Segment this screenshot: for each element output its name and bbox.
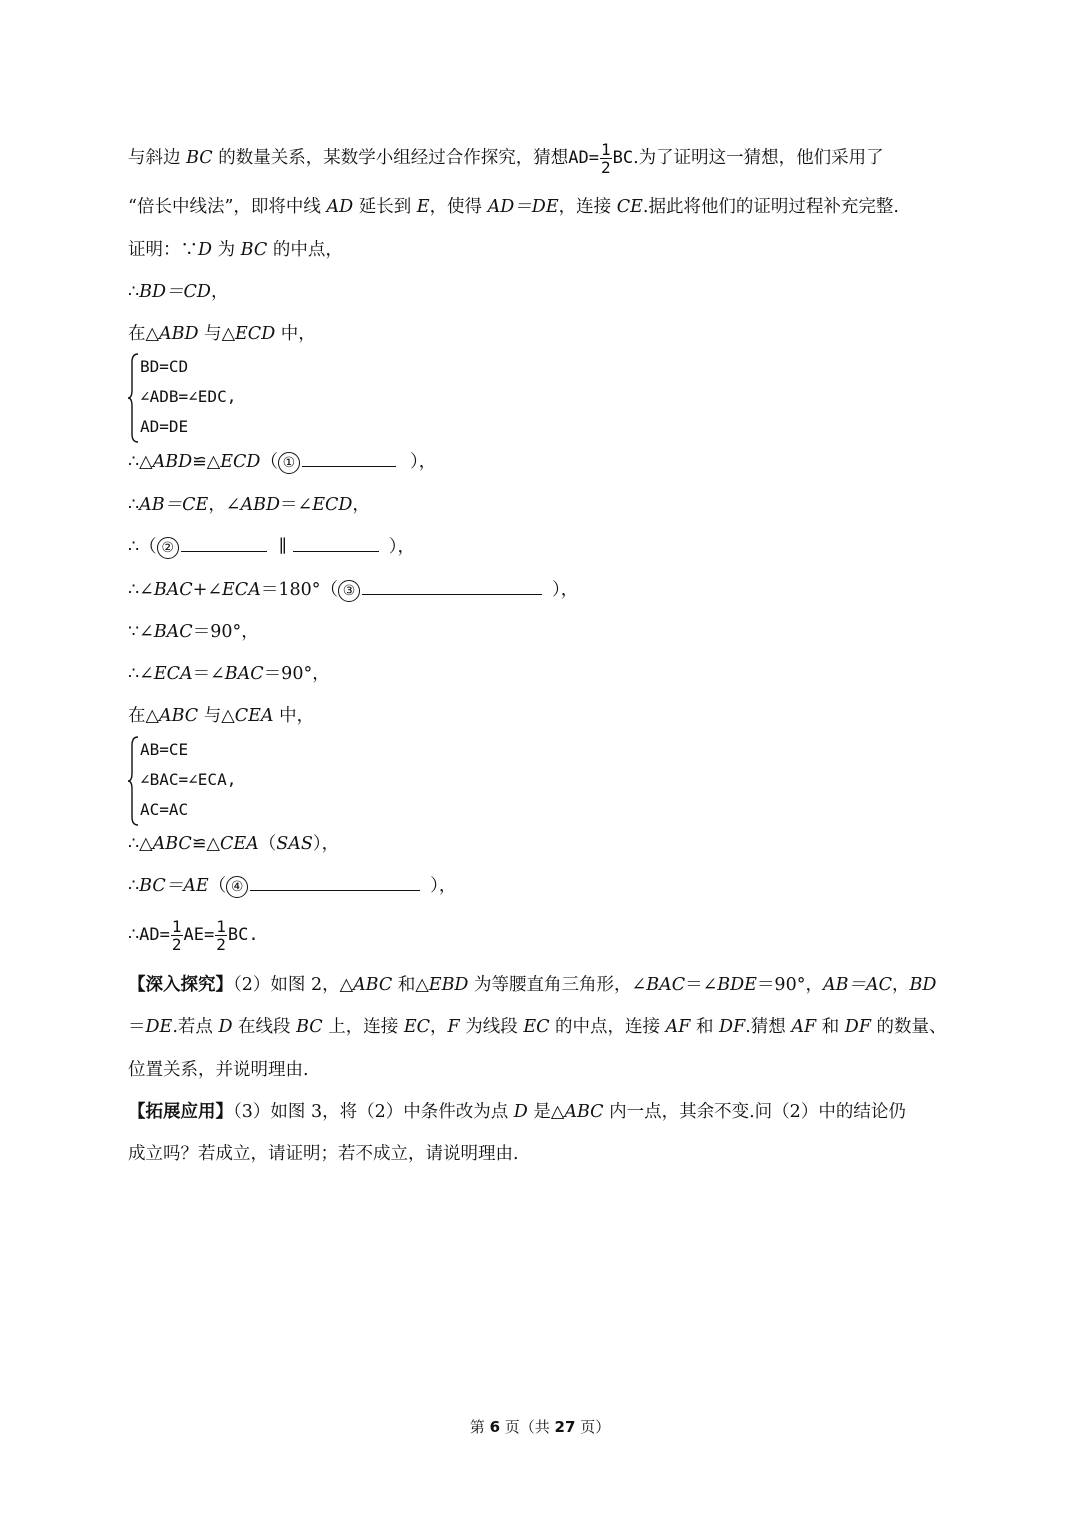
text-line-20: 成立吗？若成立，请证明；若不成立，请说明理由. <box>128 1144 519 1164</box>
text-line-17: ＝DE.若点 D 在线段 BC 上，连接 EC，F 为线段 EC 的中点，连接 AF 和 DF.猜想 AF 和 DF 的数量、 <box>128 1017 947 1037</box>
fraction-half-2: $\frac{1}{2}$ <box>216 917 226 954</box>
brace2-row-2: ∠BAC=∠ECA, <box>140 770 237 789</box>
text-line-11: ∴∠ECA＝∠BAC＝90°， <box>128 664 330 684</box>
text-line-18: 位置关系，并说明理由. <box>128 1060 309 1080</box>
text-line-10: ∵∠BAC＝90°， <box>128 622 259 642</box>
text-line-9: ∴∠BAC+∠ECA＝180°（ ③ ）， <box>128 576 578 604</box>
blank-3[interactable] <box>362 576 542 595</box>
text-line-12: 在△ABC 与△CEA 中， <box>128 706 315 726</box>
text-line-16: 【深入探究】（2）如图 2，△ABC 和△EBD 为等腰直角三角形，∠BAC＝∠BDE＝90°，AB＝AC，BD <box>128 975 937 995</box>
circled-number-3: ③ <box>338 580 360 602</box>
left-brace-icon <box>128 735 140 827</box>
text-line-14: ∴BC＝AE（ ④ ）， <box>128 872 456 900</box>
brace-system-2 <box>128 735 328 827</box>
text-line-4: ∴BD＝CD， <box>128 282 229 302</box>
page-number: 6 <box>489 1418 500 1436</box>
blank-2b[interactable] <box>293 533 379 552</box>
text-line-15: ∴AD= $\frac{1}{2}$ AE= $\frac{1}{2}$ BC. <box>128 917 259 954</box>
brace1-row-3: AD=DE <box>140 417 189 436</box>
text-line-6: ∴△ABD≌△ECD（ ① ）， <box>128 448 436 476</box>
page-total: 27 <box>554 1418 576 1436</box>
text-line-13: ∴△ABC≌△CEA（SAS）， <box>128 834 340 854</box>
brace-system-1 <box>128 352 328 444</box>
brace1-row-2: ∠ADB=∠EDC, <box>140 387 237 406</box>
text-line-5: 在△ABD 与△ECD 中， <box>128 324 316 344</box>
page-footer: 第 6 页（共 27 页） <box>469 1418 611 1436</box>
text-line-1: 与斜边 BC 的数量关系，某数学小组经过合作探究，猜想AD= $\frac{1}{2}$ BC.为了证明这一猜想，他们采用了 <box>128 140 884 177</box>
blank-4[interactable] <box>250 872 420 891</box>
brace1-row-1: BD=CD <box>140 357 189 376</box>
fraction-half: $\frac{1}{2}$ <box>600 140 611 177</box>
text-line-19: 【拓展应用】（3）如图 3，将（2）中条件改为点 D 是△ABC 内一点，其余不变.问（2）中的结论仍 <box>128 1102 906 1122</box>
blank-1[interactable] <box>302 448 396 467</box>
text-line-7: ∴AB＝CE，∠ABD＝∠ECD， <box>128 495 370 515</box>
circled-number-4: ④ <box>226 876 248 898</box>
text-line-8: ∴（ ② ∥ ）， <box>128 533 415 561</box>
left-brace-icon <box>128 352 140 444</box>
circled-number-2: ② <box>157 537 179 559</box>
blank-2a[interactable] <box>181 533 267 552</box>
text-line-2: “倍长中线法”，即将中线 AD 延长到 E，使得 AD＝DE，连接 CE.据此将他们的证明过程补充完整. <box>128 197 899 217</box>
brace2-row-1: AB=CE <box>140 740 189 759</box>
text-line-3: 证明：∵D 为 BC 的中点， <box>128 240 343 260</box>
circled-number-1: ① <box>278 452 300 474</box>
brace2-row-3: AC=AC <box>140 800 189 819</box>
fraction-half-1: $\frac{1}{2}$ <box>171 917 182 954</box>
